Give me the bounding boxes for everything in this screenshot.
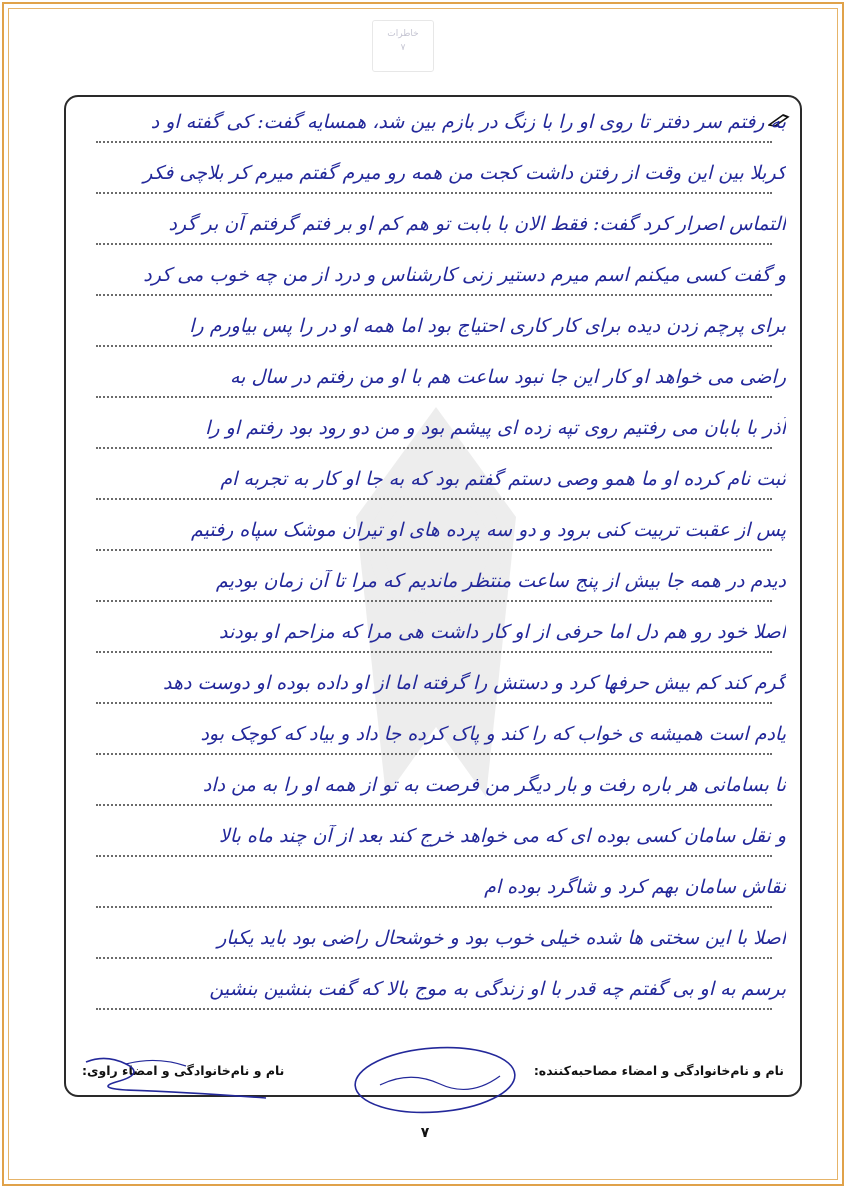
handwritten-line: نقاش سامان بهم کرد و شاگرد بوده ام	[484, 876, 786, 898]
stamp-text-line1: خاطرات	[387, 29, 419, 39]
handwritten-line: ثبت نام کرده او ما همو وصی دستم گفتم بود که به جا او کار به تجربه ام	[220, 468, 786, 490]
ruled-line	[96, 906, 772, 908]
handwritten-line: پس از عقبت تربیت کنی برود و دو سه پرده های او تیران موشک سپاه رفتیم	[190, 519, 786, 541]
ruled-line	[96, 243, 772, 245]
handwritten-line: آذر با بابان می رفتیم روی تپه زده ای پیشم بود و من دو رود بود رفتم او را	[205, 417, 786, 439]
ruled-line	[96, 345, 772, 347]
handwritten-line: اصلا خود رو هم دل اما حرفی از او کار داشت هی مرا که مزاحم او بودند	[219, 621, 786, 643]
interviewer-signature-label: نام و نام‌خانوادگی و امضاء مصاحبه‌کننده:	[533, 1063, 784, 1078]
ruled-line	[96, 957, 772, 959]
ruled-line	[96, 141, 772, 143]
ruled-line	[96, 753, 772, 755]
handwritten-line: به رفتم سر دفتر تا روی او را با زنگ در بازم بین شد، همسایه گفت: کی گفته او د	[150, 111, 786, 133]
handwritten-line: و گفت کسی میکنم اسم میرم دستیر زنی کارشناس و درد از من چه خوب می کرد	[143, 264, 786, 286]
handwritten-line: برای پرچم زدن دیده برای کار کاری احتیاج بود اما همه او در را پس بیاورم را	[189, 315, 786, 337]
interviewer-signature	[350, 1040, 520, 1120]
handwritten-line: برسم به او بی گفتم چه قدر با او زندگی به موج بالا که گفت بنشین بنشین	[209, 978, 786, 1000]
handwritten-line: راضی می خواهد او کار این جا نبود ساعت هم با او من رفتم در سال به	[229, 366, 786, 388]
ruled-line	[96, 549, 772, 551]
ruled-line	[96, 600, 772, 602]
archive-stamp	[372, 20, 434, 72]
handwritten-line: یادم است همیشه ی خواب که را کند و پاک کرده جا داد و بیاد که کوچک بود	[200, 723, 786, 745]
ruled-line	[96, 498, 772, 500]
ruled-line	[96, 294, 772, 296]
ruled-line	[96, 855, 772, 857]
handwritten-line: و نقل سامان کسی بوده ای که می خواهد خرج کند بعد از آن چند ماه بالا	[219, 825, 786, 847]
ruled-line	[96, 396, 772, 398]
handwritten-line: اصلا با این سختی ها شده خیلی خوب بود و خوشحال راضی بود باید یکبار	[217, 927, 786, 949]
ruled-line	[96, 447, 772, 449]
narrator-signature-label: نام و نام‌خانوادگی و امضاء راوی:	[82, 1063, 285, 1078]
handwritten-line: گرم کند کم بیش حرفها کرد و دستش را گرفته اما از او داده بوده او دوست دهد	[163, 672, 786, 694]
narrator-signature	[66, 1052, 276, 1100]
ruled-line	[96, 651, 772, 653]
handwritten-line: کربلا بین این وقت از رفتن داشت کجت من همه رو میرم گفتم میرم کر بلاچی فکر	[143, 162, 786, 184]
handwritten-line: التماس اصرار کرد گفت: فقط الان با بابت تو هم کم او بر فتم گرفتم آن بر گرد	[168, 213, 786, 235]
ruled-line	[96, 702, 772, 704]
writing-form	[64, 95, 802, 1097]
page-number: ۷	[420, 1125, 430, 1141]
ruled-line	[96, 192, 772, 194]
stamp-text-line2: ۷	[400, 43, 406, 53]
handwritten-line: نا بسامانی هر باره رفت و بار دیگر من فرصت به تو از همه او را به من داد	[202, 774, 786, 796]
handwritten-line: دیدم در همه جا بیش از پنج ساعت منتظر ماندیم که مرا تا آن زمان بودیم	[215, 570, 786, 592]
ruled-line	[96, 1008, 772, 1010]
ruled-line	[96, 804, 772, 806]
